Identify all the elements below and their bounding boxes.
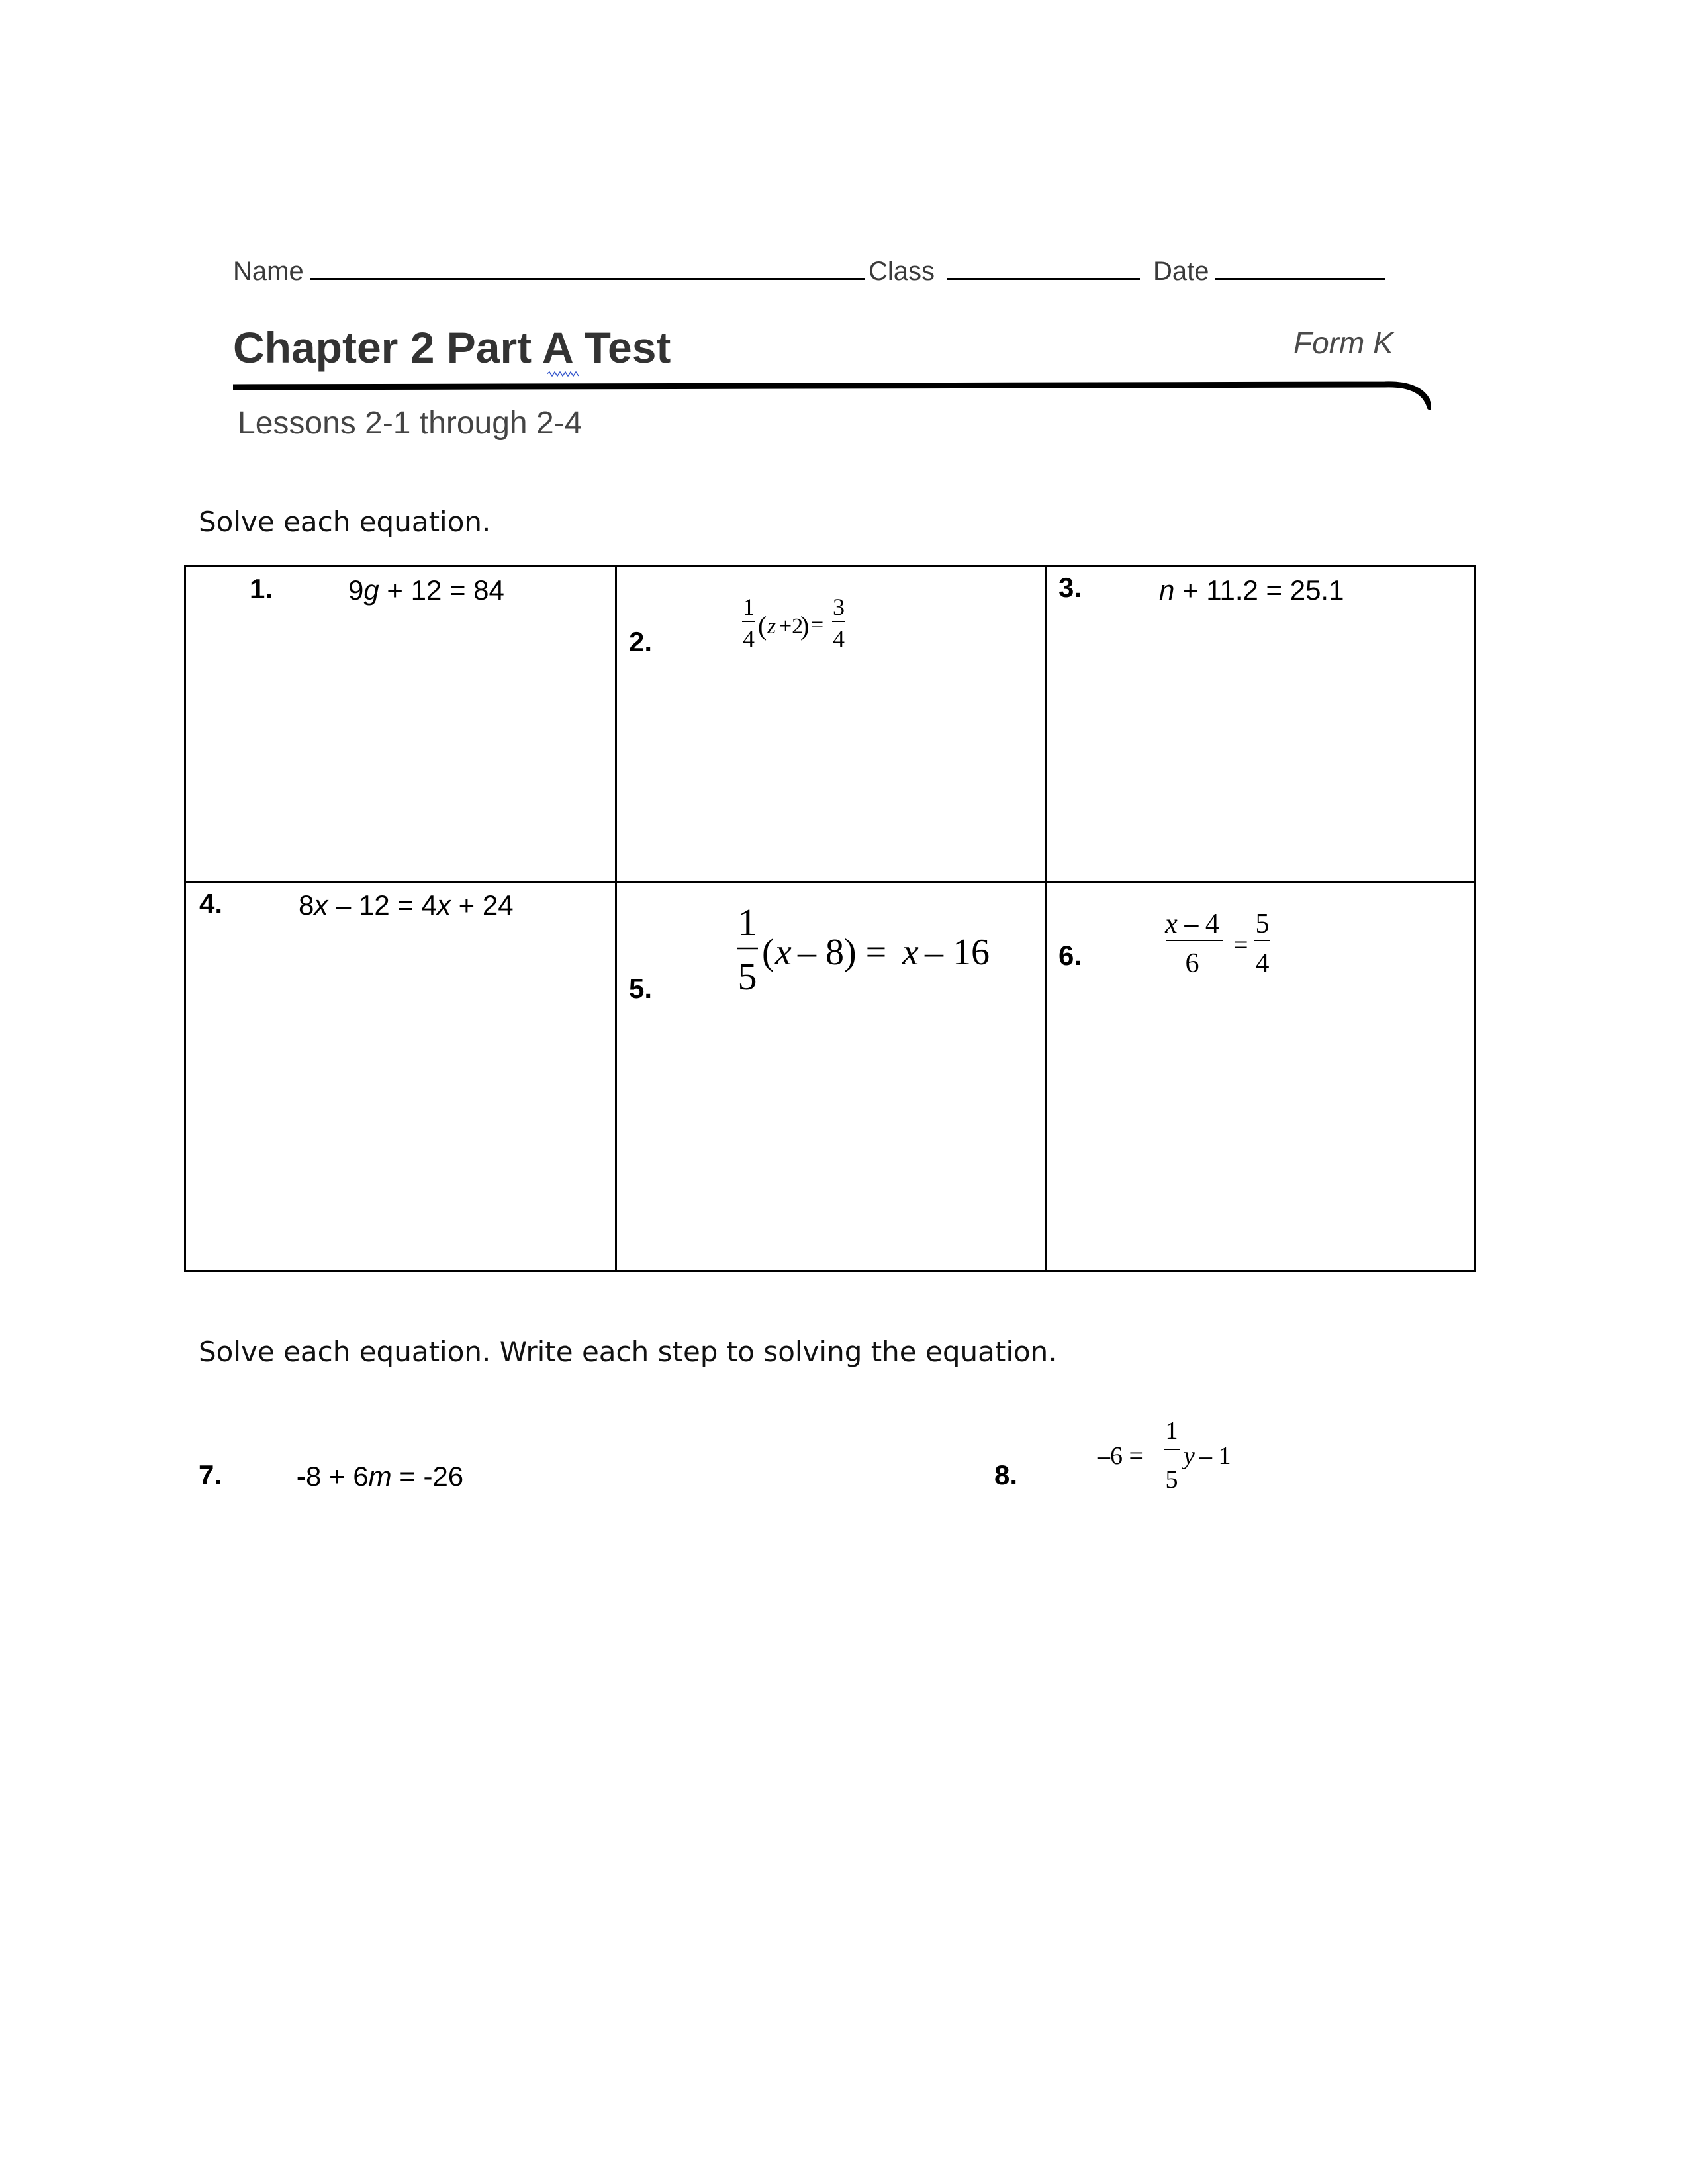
problem-equation: n + 11.2 = 25.1 (1159, 574, 1344, 606)
problem-number: 5. (629, 973, 653, 1004)
page-subtitle: Lessons 2-1 through 2-4 (238, 406, 583, 441)
svg-text:y: y (1184, 1442, 1195, 1470)
svg-text:(: ( (762, 932, 774, 973)
svg-text:x – 4: x – 4 (1165, 909, 1219, 939)
problem-equation (729, 587, 861, 666)
svg-text:– 16: – 16 (925, 932, 990, 973)
svg-text:+2: +2 (779, 614, 804, 639)
svg-text:4: 4 (1255, 948, 1270, 979)
problem-number: 3. (1058, 572, 1082, 603)
name-label: Name (233, 257, 304, 286)
date-line[interactable] (1215, 278, 1385, 280)
svg-text:x: x (902, 932, 919, 973)
problem-equation (1098, 1416, 1256, 1502)
spellcheck-underline (547, 371, 580, 377)
svg-text:z: z (767, 614, 776, 639)
svg-text:=: = (811, 613, 824, 637)
problem-number: 8. (994, 1459, 1018, 1490)
grid-divider (1045, 567, 1047, 1270)
svg-text:– 1: – 1 (1199, 1442, 1231, 1470)
class-line[interactable] (947, 278, 1140, 280)
problem-grid (184, 565, 1476, 1272)
page-title: Chapter 2 Part A Test (233, 323, 671, 372)
grid-divider (615, 567, 617, 1270)
problem-equation: 9g + 12 = 84 (348, 574, 504, 606)
svg-text:6: 6 (1185, 948, 1199, 979)
svg-text:): ) (800, 611, 810, 641)
svg-text:4: 4 (743, 625, 755, 652)
svg-text:1: 1 (1165, 1417, 1178, 1445)
svg-text:5: 5 (737, 955, 757, 998)
problem-equation (1159, 898, 1305, 991)
svg-text:1: 1 (737, 901, 757, 944)
problem-equation: 8x – 12 = 4x + 24 (299, 889, 514, 921)
svg-text:=: = (1233, 930, 1248, 960)
svg-text:5: 5 (1255, 909, 1270, 939)
problem-number: 4. (199, 888, 223, 919)
problem-number: 2. (629, 626, 653, 657)
svg-text:(: ( (758, 611, 767, 641)
date-label: Date (1153, 257, 1209, 286)
svg-text:– 8) =: – 8) = (798, 932, 887, 973)
svg-text:–6 =: –6 = (1098, 1442, 1143, 1470)
section1-instruction: Solve each equation. (199, 506, 491, 538)
grid-divider (186, 881, 1474, 883)
problem-number: 7. (199, 1459, 222, 1490)
problem-number: 6. (1058, 940, 1082, 971)
name-line[interactable] (310, 278, 865, 280)
svg-text:1: 1 (743, 594, 755, 620)
svg-text:3: 3 (833, 594, 845, 620)
svg-text:x: x (775, 932, 792, 973)
problem-equation: -8 + 6m = -26 (297, 1461, 464, 1492)
problem-number: 1. (250, 573, 273, 604)
form-label: Form K (1293, 326, 1393, 360)
svg-text:4: 4 (833, 625, 845, 652)
section2-instruction: Solve each equation. Write each step to solving the equation. (199, 1336, 1057, 1368)
class-label: Class (868, 257, 935, 286)
svg-text:5: 5 (1165, 1466, 1178, 1494)
problem-equation (729, 898, 1007, 1011)
